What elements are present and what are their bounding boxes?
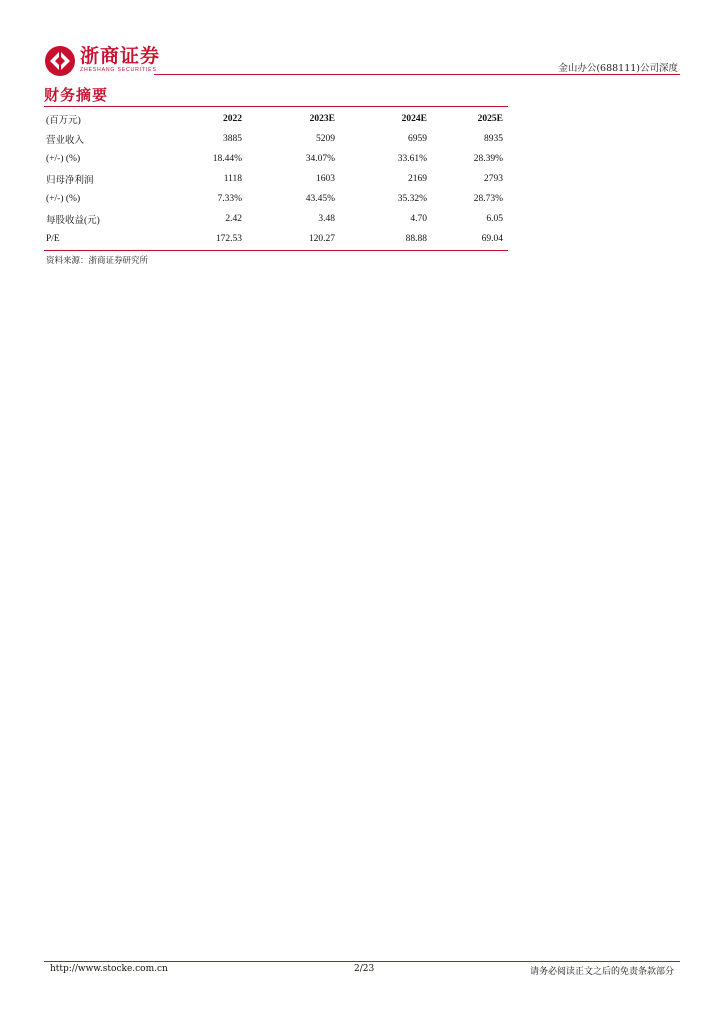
- table-cell: 172.53: [215, 234, 242, 244]
- table-row: [44, 149, 508, 169]
- table-cell: 4.70: [410, 214, 427, 224]
- report-label: 金山办公(688111)公司深度: [558, 63, 678, 74]
- table-header-row: [44, 109, 508, 129]
- table-cell: 120.27: [308, 234, 335, 244]
- table-cell: 33.61%: [397, 154, 427, 164]
- footer-url[interactable]: http://www.stocke.com.cn: [50, 964, 168, 974]
- row-label: (+/-) (%): [46, 154, 81, 164]
- table-cell: 2.42: [225, 214, 242, 224]
- financial-summary-table: [44, 109, 508, 249]
- footer-divider: [44, 961, 680, 962]
- column-header: (百万元): [46, 116, 81, 126]
- table-row: [44, 129, 508, 149]
- column-header: 2025E: [477, 114, 503, 124]
- table-cell: 88.88: [405, 234, 427, 244]
- table-row: [44, 229, 508, 249]
- table-cell: 1118: [223, 174, 242, 184]
- table-row: [44, 189, 508, 209]
- table-cell: 1603: [316, 174, 335, 184]
- title-divider: [44, 106, 508, 107]
- column-header: 2022: [223, 114, 242, 124]
- table-cell: 8935: [484, 134, 503, 144]
- source-note: 资料来源：浙商证券研究所: [46, 256, 149, 266]
- company-logo: [44, 45, 161, 79]
- table-cell: 28.39%: [473, 154, 503, 164]
- column-header: 2024E: [401, 114, 427, 124]
- row-label: 营业收入: [46, 136, 85, 146]
- logo-emblem-icon: [44, 45, 76, 77]
- table-row: [44, 209, 508, 229]
- header-divider: [154, 74, 680, 75]
- table-row: [44, 169, 508, 189]
- table-cell: 7.33%: [217, 194, 242, 204]
- table-cell: 43.45%: [305, 194, 335, 204]
- page-number: 2/23: [354, 964, 375, 974]
- row-label: 归母净利润: [46, 176, 94, 186]
- table-cell: 18.44%: [212, 154, 242, 164]
- table-cell: 6.05: [486, 214, 503, 224]
- section-title: 财务摘要: [44, 86, 109, 104]
- table-cell: 6959: [408, 134, 427, 144]
- table-cell: 3885: [223, 134, 242, 144]
- table-cell: 2169: [408, 174, 427, 184]
- table-cell: 69.04: [481, 234, 503, 244]
- table-cell: 2793: [484, 174, 503, 184]
- table-cell: 5209: [316, 134, 335, 144]
- row-label: (+/-) (%): [46, 194, 81, 204]
- table-cell: 34.07%: [305, 154, 335, 164]
- row-label: P/E: [46, 234, 60, 244]
- table-cell: 28.73%: [473, 194, 503, 204]
- row-label: 每股收益(元): [46, 216, 100, 226]
- table-bottom-divider: [44, 250, 508, 251]
- table-cell: 3.48: [318, 214, 335, 224]
- footer-disclaimer: 请务必阅读正文之后的免责条款部分: [529, 967, 674, 977]
- logo-chinese-name: 浙商证券: [80, 45, 161, 67]
- column-header: 2023E: [309, 114, 335, 124]
- table-cell: 35.32%: [397, 194, 427, 204]
- logo-english-name: ZHESHANG SECURITIES: [80, 67, 157, 73]
